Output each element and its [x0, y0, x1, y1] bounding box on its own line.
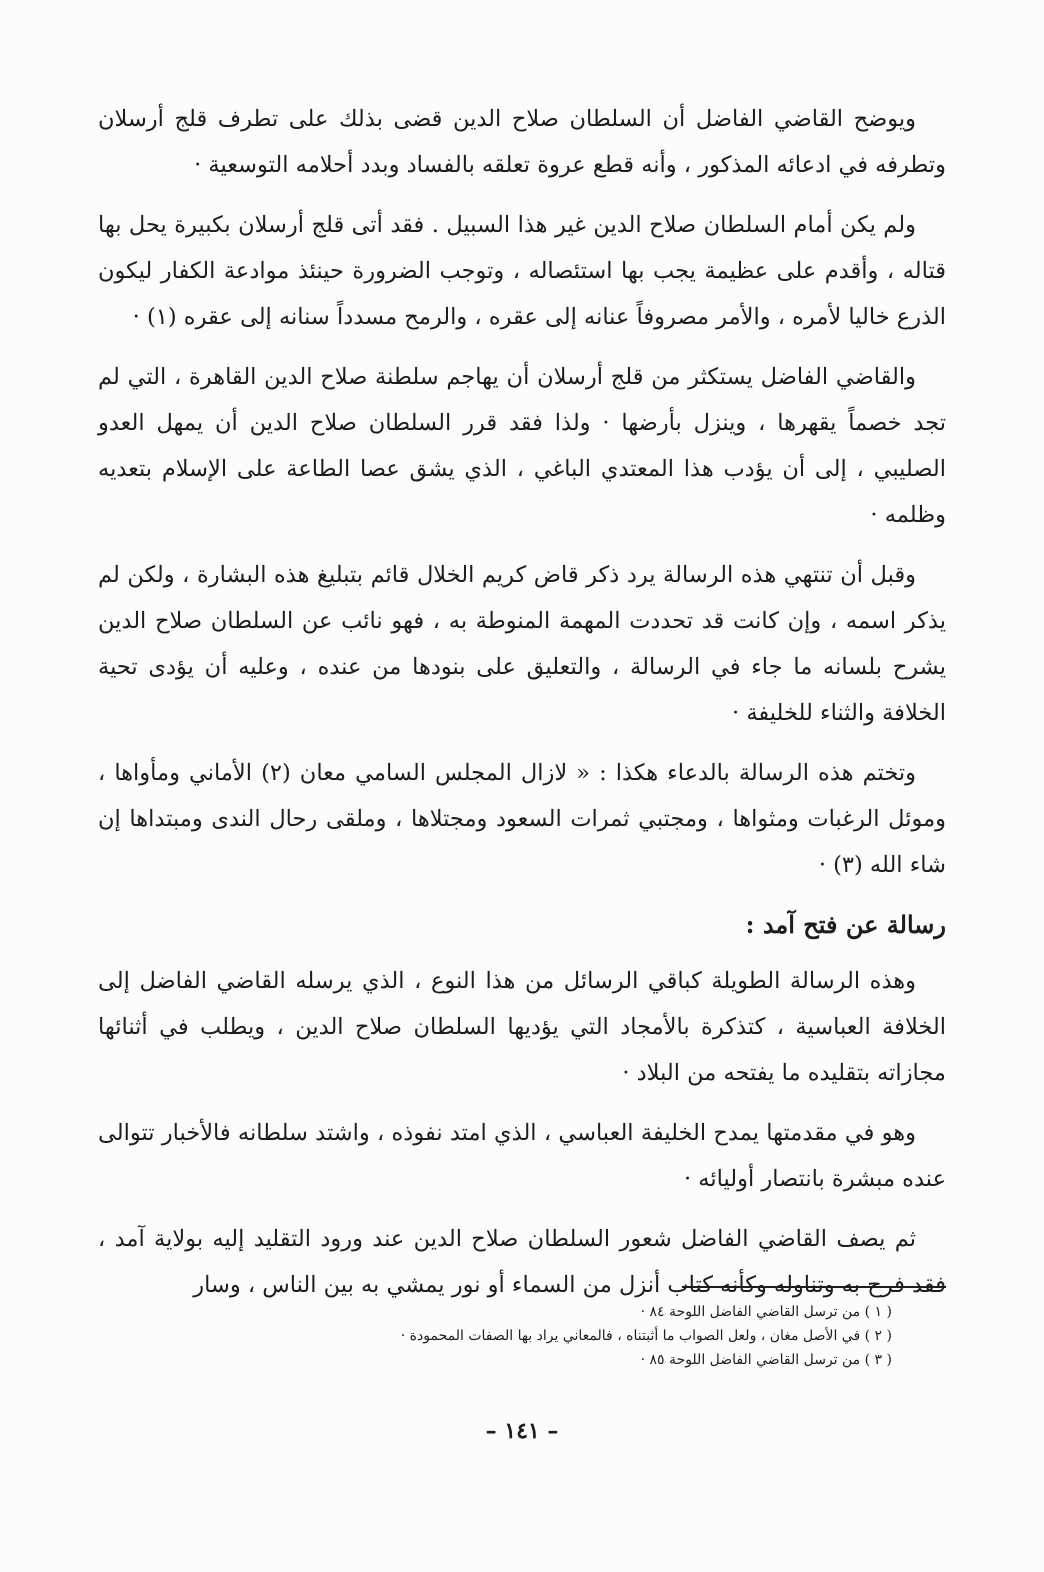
paragraph-8: ثم يصف القاضي الفاضل شعور السلطان صلاح الدين عند ورود التقليد إليه بولاية آمد ، فقد فرح به وتناوله وكأنه كتاب أنزل من السماء أو نور يمشي به بين الناس ، وسار — [98, 1226, 946, 1298]
footnote-3: ( ٣ ) من ترسل القاضي الفاضل اللوحة ٨٥ · — [640, 1352, 892, 1368]
page-number: – ١٤١ – — [485, 1418, 559, 1444]
paragraph-4: وقبل أن تنتهي هذه الرسالة يرد ذكر قاض كريم الخلال قائم بتبليغ هذه البشارة ، ولكن لم يذكر اسمه ، وإن كانت قد تحددت المهمة المنوطة به ، فهو نائب عن السلطان صلاح الدين يشرح بلسانه ما جاء في الرسالة ، والتعليق على بنودها من عنده ، وعليه أن يؤدى تحية الخلافة والثناء للخليفة · — [98, 562, 946, 726]
paragraph-7: وهو في مقدمتها يمدح الخليفة العباسي ، الذي امتد نفوذه ، واشتد سلطانه فالأخبار تتوالى عنده مبشرة بانتصار أوليائه · — [98, 1120, 946, 1192]
footnote-1: ( ١ ) من ترسل القاضي الفاضل اللوحة ٨٤ · — [640, 1304, 892, 1320]
main-text — [98, 96, 946, 1322]
paragraph-6: وهذه الرسالة الطويلة كباقي الرسائل من هذا النوع ، الذي يرسله القاضي الفاضل إلى الخلافة العباسية ، كتذكرة بالأمجاد التي يؤديها السلطان صلاح الدين ، ويطلب في أثنائها مجازاته بتقليده ما يفتحه من البلاد · — [98, 968, 946, 1086]
section-heading: رسالة عن فتح آمد : — [745, 910, 946, 939]
paragraph-2: ولم يكن أمام السلطان صلاح الدين غير هذا السبيل . فقد أتى قلج أرسلان بكبيرة يحل بها قتاله ، وأقدم على عظيمة يجب بها استئصاله ، وتوجب الضرورة حينئذ موادعة الكفار ليكون الذرع خاليا لأمره ، والأمر مصروفاً عنانه إلى عقره ، والرمح مسدداً سنانه إلى عقره (١) · — [98, 212, 946, 330]
footnote-divider — [682, 1286, 946, 1288]
paragraph-3: والقاضي الفاضل يستكثر من قلج أرسلان أن يهاجم سلطنة صلاح الدين القاهرة ، التي لم تجد خصماً يقهرها ، وينزل بأرضها · ولذا فقد قرر السلطان صلاح الدين أن يمهل العدو الصليبي ، إلى أن يؤدب هذا المعتدي الباغي ، الذي يشق عصا الطاعة على الإسلام بتعديه وظلمه · — [98, 364, 946, 528]
paragraph-5: وتختم هذه الرسالة بالدعاء هكذا : « لازال المجلس السامي معان (٢) الأماني ومأواها ، وموئل الرغبات ومثواها ، ومجتبي ثمرات السعود ومجتلاها ، وملقى رحال الندى ومبتداها إن شاء الله (٣) · — [98, 760, 946, 878]
footnotes — [112, 1300, 892, 1372]
footnote-2: ( ٢ ) في الأصل مغان ، ولعل الصواب ما أثبتناه ، فالمعاني يراد بها الصفات المحمودة · — [400, 1328, 892, 1344]
paragraph-1: ويوضح القاضي الفاضل أن السلطان صلاح الدين قضى بذلك على تطرف قلج أرسلان وتطرفه في ادعائه المذكور ، وأنه قطع عروة تعلقه بالفساد وبدد أحلامه التوسعية · — [98, 106, 946, 178]
